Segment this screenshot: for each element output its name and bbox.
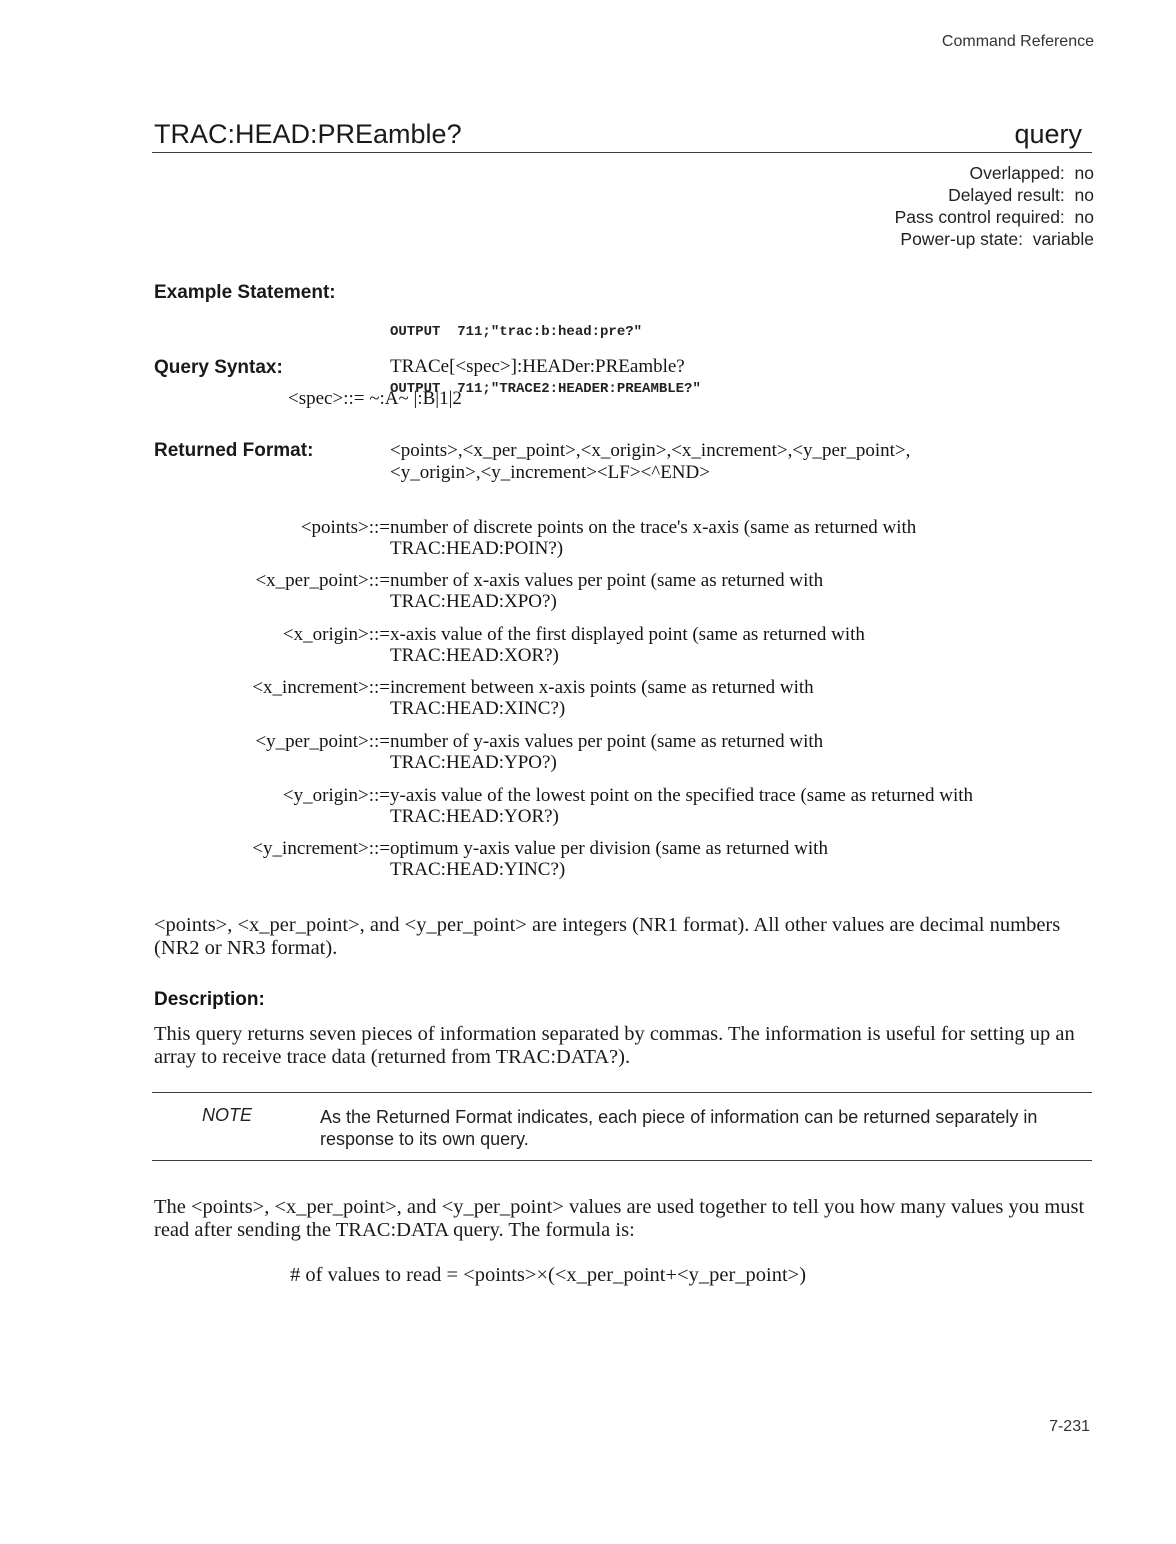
description-paragraph: This query returns seven pieces of information separated by commas. The information is useful for setting up an array to receive trace data (returned from TRAC:DATA?).	[154, 1023, 1075, 1068]
definition-reference: TRAC:HEAD:YINC?)	[390, 859, 566, 880]
usage-paragraph: The <points>, <x_per_point>, and <y_per_point> values are used together to tell you how many values you must read after sending the TRAC:DATA query. The formula is:	[154, 1196, 1085, 1241]
returned-format-line: <y_origin>,<y_increment><LF><^END>	[390, 462, 710, 483]
attribute-label: Delayed result:	[948, 185, 1065, 205]
definition-term: <x_origin>::=	[282, 624, 390, 645]
definition-text: x-axis value of the first displayed point (same as returned with	[390, 624, 865, 645]
definition-description	[390, 731, 1110, 773]
definition-description	[390, 570, 1110, 612]
command-attributes	[895, 162, 1094, 250]
page-title: TRAC:HEAD:PREamble?	[154, 119, 462, 149]
definition-term: <y_origin>::=	[282, 785, 390, 806]
attribute-row	[895, 162, 1094, 184]
spec-definition: <spec>::= ~:A~ |:B|1|2	[288, 388, 462, 409]
definition-reference: TRAC:HEAD:XINC?)	[390, 698, 566, 719]
attribute-value: no	[1074, 207, 1094, 227]
definition-reference: TRAC:HEAD:YPO?)	[390, 752, 557, 773]
formula: # of values to read = <points>×(<x_per_point+<y_per_point>)	[290, 1264, 807, 1286]
attribute-label: Pass control required:	[894, 207, 1065, 227]
definition-reference: TRAC:HEAD:POIN?)	[390, 538, 564, 559]
definition-term: <y_increment>::=	[252, 838, 390, 859]
returned-format-label: Returned Format:	[154, 440, 314, 461]
definition-description	[390, 838, 1110, 880]
definition-text: optimum y-axis value per division (same as returned with	[390, 838, 828, 859]
definition-reference: TRAC:HEAD:YOR?)	[390, 806, 559, 827]
returned-format	[390, 440, 1090, 484]
note-label: NOTE	[202, 1105, 253, 1125]
definition-term: <y_per_point>::=	[255, 731, 390, 752]
running-header: Command Reference	[941, 33, 1094, 50]
definition-term: <points>::=	[300, 517, 390, 538]
example-line: OUTPUT 711;"trac:b:head:pre?"	[390, 324, 643, 340]
attribute-label: Power-up state:	[900, 229, 1023, 249]
definition-description	[390, 517, 1110, 559]
definition-text: number of x-axis values per point (same as returned with	[390, 570, 824, 591]
query-syntax-label: Query Syntax:	[154, 357, 283, 378]
command-type-label: query	[1014, 119, 1082, 149]
attribute-label: Overlapped:	[969, 163, 1065, 183]
attribute-value: variable	[1032, 229, 1094, 249]
definition-reference: TRAC:HEAD:XOR?)	[390, 645, 559, 666]
note-text: As the Returned Format indicates, each piece of information can be returned separately in response to its own query.	[320, 1107, 1038, 1149]
attribute-row	[895, 184, 1094, 206]
definition-reference: TRAC:HEAD:XPO?)	[390, 591, 557, 612]
returned-format-line: <points>,<x_per_point>,<x_origin>,<x_increment>,<y_per_point>,	[390, 440, 911, 461]
note-rule-bottom	[152, 1160, 1092, 1161]
attribute-value: no	[1074, 163, 1094, 183]
definition-text: y-axis value of the lowest point on the specified trace (same as returned with	[390, 785, 973, 806]
note-rule-top	[152, 1092, 1092, 1093]
definition-term: <x_increment>::=	[252, 677, 390, 698]
query-syntax: TRACe[<spec>]:HEADer:PREamble?	[390, 356, 685, 377]
attribute-row	[895, 206, 1094, 228]
attribute-row	[895, 228, 1094, 250]
title-rule	[152, 152, 1092, 153]
definition-text: number of y-axis values per point (same as returned with	[390, 731, 824, 752]
definition-description	[390, 624, 1110, 666]
example-statement-label: Example Statement:	[154, 282, 336, 303]
page-number: 7-231	[1049, 1418, 1090, 1435]
example-line: OUTPUT 711;"TRACE2:HEADER:PREAMBLE?"	[390, 381, 701, 397]
definition-description	[390, 677, 1110, 719]
definition-text: increment between x-axis points (same as returned with	[390, 677, 814, 698]
definition-description	[390, 785, 1110, 827]
definition-term: <x_per_point>::=	[255, 570, 390, 591]
definition-text: number of discrete points on the trace's x-axis (same as returned with	[390, 517, 917, 538]
description-label: Description:	[154, 989, 265, 1010]
format-paragraph: <points>, <x_per_point>, and <y_per_point> are integers (NR1 format). All other values are decimal numbers (NR2 or NR3 format).	[154, 914, 1061, 959]
attribute-value: no	[1074, 185, 1094, 205]
